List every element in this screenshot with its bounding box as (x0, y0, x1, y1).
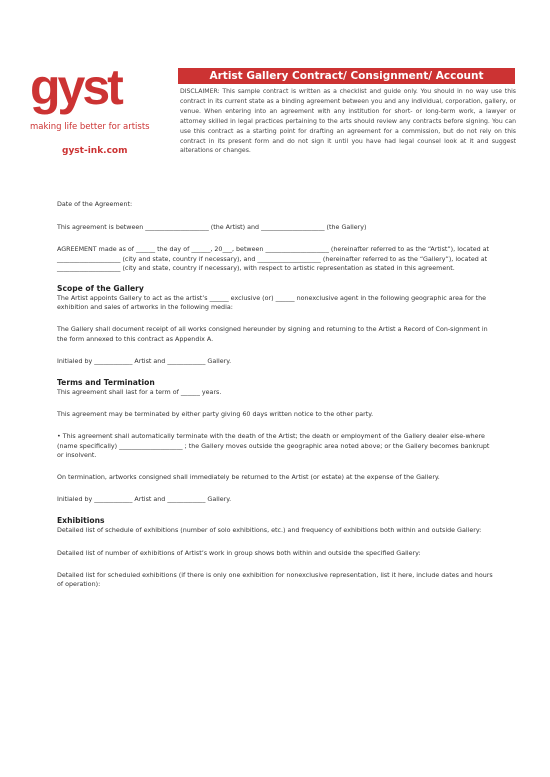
date-line: Date of the Agreement: (57, 201, 133, 208)
scope-heading: Scope of the Gallery (57, 284, 144, 294)
scope-paragraph-1: The Artist appoints Gallery to act as the artist’s ______ exclusive (or) ______ nonexclusive agent in the following geographic area for the exhibition and sales of artworks in the following media: (57, 295, 487, 312)
scope-initial-line: Initialed by ____________ Artist and ____________ Gallery. (57, 357, 232, 365)
exhibitions-paragraph-1: Detailed list of schedule of exhibitions (number of solo exhibitions, etc.) and frequency of exhibitions both within and outside Gallery: (57, 527, 482, 535)
exhibitions-paragraph-2: Detailed list of number of exhibitions of Artist’s work in group shows both within and outside the specified Gallery: (57, 549, 421, 557)
terms-paragraph-4: On termination, artworks consigned shall immediately be returned to the Artist (or estate) at the expense of the Gallery. (57, 474, 440, 482)
terms-paragraph-1: This agreement shall last for a term of ______ years. (57, 389, 222, 397)
scope-paragraph-2: The Gallery shall document receipt of all works consigned hereunder by signing and returning to the Artist a Record of Con-signment in the form annexed to this contract as Appendix A. (57, 326, 488, 343)
exhibitions-heading: Exhibitions (57, 516, 105, 526)
document-title: Artist Gallery Contract/ Consignment/ Account (178, 68, 515, 84)
parties-line: This agreement is between ____________________ (the Artist) and ____________________ (the Gallery) (57, 224, 367, 232)
disclaimer-text: DISCLAIMER: This sample contract is written as a checklist and guide only. You should in no way use this contract in its current state as a binding agreement between you and any individual, corporation, gallery, or venue. When entering into an agreement with any institution for short- or long-term work, a lawyer or attorney skilled in legal practices pertaining to the arts should review any contracts before signing. You can use this contract as a starting point for drafting an agreement for a commission, but do not rely on this contract in its present form and do not sign it until you have had legal counsel look at it and suggest alterations or changes. (180, 88, 516, 155)
logo-tagline: making life better for artists (30, 122, 150, 132)
contract-body (57, 200, 497, 589)
logo-wordmark: gyst (30, 59, 121, 115)
agreement-paragraph: AGREEMENT made as of ______ the day of ______, 20___, between ____________________ (hereinafter referred to as the “Artist”), located at ____________________ (city and state, country if necessary), and ____________________ (hereinafter referred to as the “Gallery”), located at ____________________ (city and state, country if necessary), with respect to artistic representation as stated in this agreement. (57, 246, 490, 272)
gyst-logo (30, 59, 154, 180)
exhibitions-paragraph-3: Detailed list for scheduled exhibitions (if there is only one exhibition for nonexclusive representation, list it here, include dates and hours of operation): (57, 571, 493, 589)
terms-initial-line: Initialed by ____________ Artist and ____________ Gallery. (57, 496, 232, 504)
website-link[interactable]: gyst-ink.com (62, 146, 128, 156)
terms-paragraph-2: This agreement may be terminated by either party giving 60 days written notice to the other party. (57, 411, 374, 419)
terms-heading: Terms and Termination (57, 378, 155, 388)
terms-paragraph-3: • This agreement shall automatically terminate with the death of the Artist; the death or employment of the Gallery dealer else-where (name specifically) ____________________ ; the Gallery moves outside the geographic area noted above; or the Gallery becomes bankrupt or insolvent. (57, 433, 490, 459)
